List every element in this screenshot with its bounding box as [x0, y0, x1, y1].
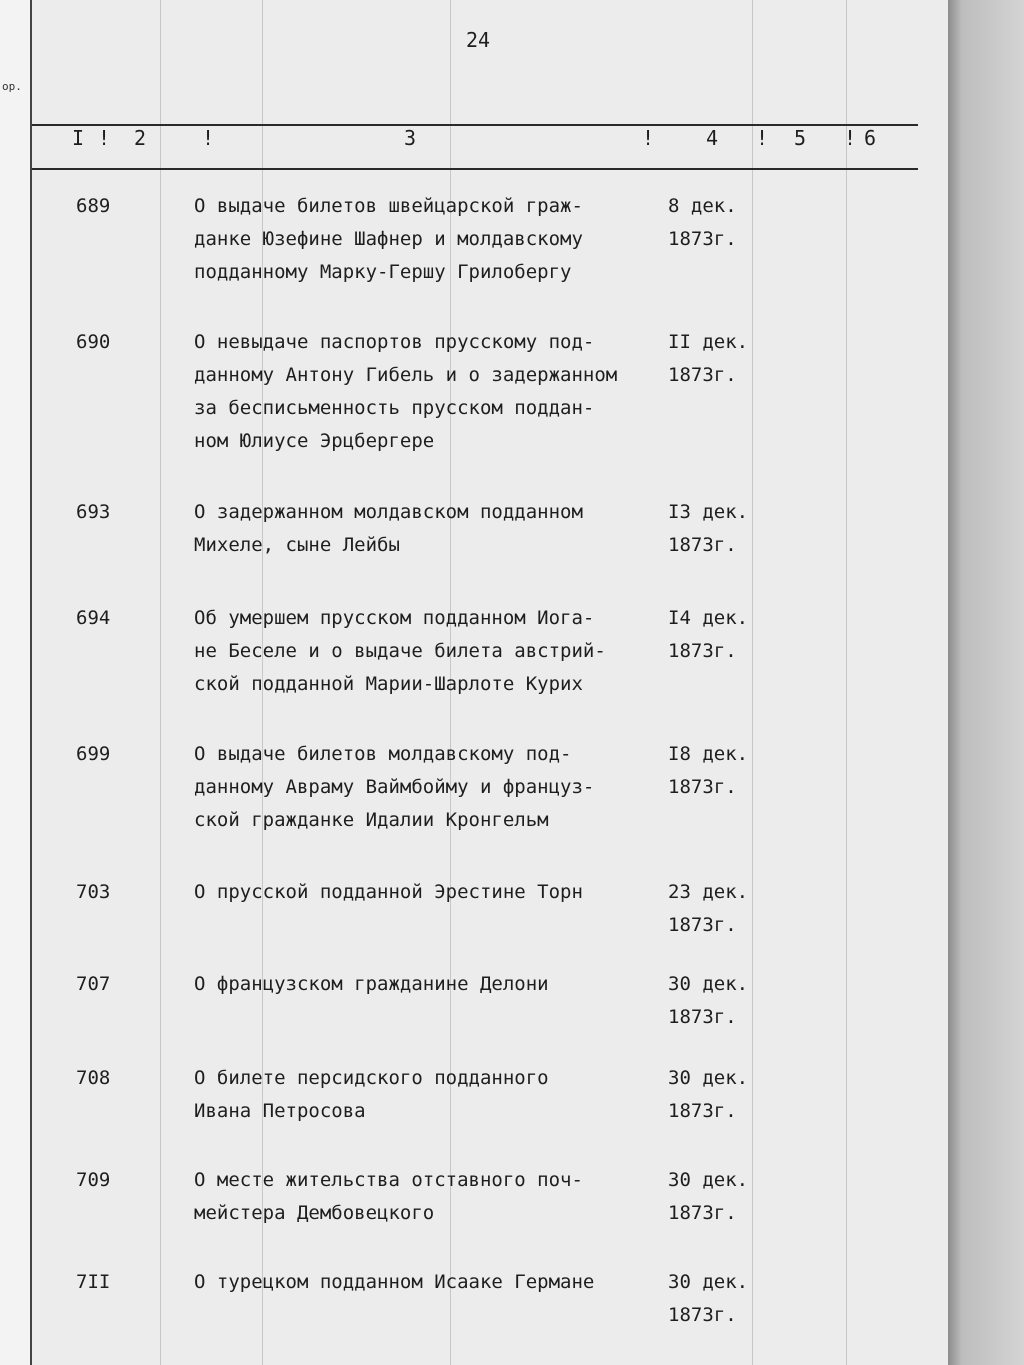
record-number: 708 — [76, 1067, 111, 1089]
header-bottom-rule — [30, 168, 918, 170]
record-number: 7II — [76, 1271, 111, 1293]
record-title — [194, 496, 674, 562]
record-date-line: 1873г. — [668, 640, 737, 662]
record-title — [194, 876, 674, 909]
record-title-line: ской подданной Марии-Шарлоте Курих — [194, 673, 583, 695]
table-header: I ! 2 ! 3 ! 4 ! 5 ! 6 — [72, 126, 879, 150]
record-date-line: 8 дек. — [668, 195, 737, 217]
record-number: 709 — [76, 1169, 111, 1191]
record-date-line: I4 дек. — [668, 607, 749, 629]
record-date-line: II дек. — [668, 331, 749, 353]
record-title — [194, 738, 674, 837]
record-date-line: 1873г. — [668, 534, 737, 556]
record-title — [194, 968, 674, 1001]
record-title — [194, 1266, 674, 1299]
record-title-line: ном Юлиусе Эрцбергере — [194, 430, 435, 452]
record-date — [668, 968, 748, 1034]
record-number: 707 — [76, 973, 111, 995]
record-date-line: 1873г. — [668, 1304, 737, 1326]
record-number: 690 — [76, 331, 111, 353]
column-rule — [160, 0, 161, 1365]
record-title-line: данке Юзефине Шафнер и молдавскому — [194, 228, 583, 250]
record-date-line: I3 дек. — [668, 501, 749, 523]
record-date — [668, 602, 748, 668]
record-title-line: О турецком подданном Исааке Германе — [194, 1271, 595, 1293]
record-number: 693 — [76, 501, 111, 523]
record-date-line: 1873г. — [668, 776, 737, 798]
record-title-line: О прусской подданной Эрестине Торн — [194, 881, 583, 903]
record-date — [668, 1164, 748, 1230]
record-title — [194, 1062, 674, 1128]
record-date-line: 30 дек. — [668, 973, 749, 995]
record-number: 689 — [76, 195, 111, 217]
header-col-2: 2 — [134, 126, 149, 150]
record-number: 703 — [76, 881, 111, 903]
record-date — [668, 496, 748, 562]
record-date-line: 1873г. — [668, 228, 737, 250]
record-date-line: 30 дек. — [668, 1271, 749, 1293]
column-rule — [752, 0, 753, 1365]
adjacent-page-edge — [0, 0, 32, 1365]
record-date — [668, 738, 748, 804]
record-title-line: данному Антону Гибель и о задержанном — [194, 364, 618, 386]
record-date-line: 1873г. — [668, 1202, 737, 1224]
record-title-line: Об умершем прусском подданном Иога- — [194, 607, 595, 629]
record-date — [668, 326, 748, 392]
record-title-line: О французском гражданине Делони — [194, 973, 549, 995]
record-date-line: I8 дек. — [668, 743, 749, 765]
document-page — [30, 0, 948, 1365]
record-title-line: О билете персидского подданного — [194, 1067, 549, 1089]
record-date-line: 1873г. — [668, 1100, 737, 1122]
record-title-line: данному Авраму Ваймбойму и француз- — [194, 776, 595, 798]
header-col-4: 4 — [706, 126, 721, 150]
record-title-line: Михеле, сыне Лейбы — [194, 534, 400, 556]
page-number: 24 — [466, 28, 491, 52]
column-rule — [846, 0, 847, 1365]
record-title-line: Ивана Петросова — [194, 1100, 366, 1122]
header-col-6: 6 — [864, 126, 879, 150]
record-title-line: О выдаче билетов молдавскому под- — [194, 743, 572, 765]
record-date-line: 1873г. — [668, 1006, 737, 1028]
record-title-line: О невыдаче паспортов прусскому под- — [194, 331, 595, 353]
record-date — [668, 876, 748, 942]
record-title-line: О месте жительства отставного поч- — [194, 1169, 583, 1191]
header-col-3: 3 — [404, 126, 419, 150]
record-title-line: ской гражданке Идалии Кронгельм — [194, 809, 549, 831]
record-date-line: 1873г. — [668, 914, 737, 936]
record-date — [668, 190, 737, 256]
record-title-line: за бесписьменность прусском поддан- — [194, 397, 595, 419]
page-shadow — [948, 0, 1024, 1365]
record-date-line: 23 дек. — [668, 881, 749, 903]
record-title-line: мейстера Дембовецкого — [194, 1202, 435, 1224]
header-col-1: I — [72, 126, 87, 150]
record-title — [194, 602, 674, 701]
record-number: 699 — [76, 743, 111, 765]
header-col-5: 5 — [794, 126, 809, 150]
record-date-line: 30 дек. — [668, 1169, 749, 1191]
margin-fragment: ор. — [2, 80, 22, 93]
record-title-line: О задержанном молдавском подданном — [194, 501, 583, 523]
record-title-line: не Беселе и о выдаче билета австрий- — [194, 640, 606, 662]
record-title-line: О выдаче билетов швейцарской граж- — [194, 195, 583, 217]
record-title-line: подданному Марку-Гершу Грилобергу — [194, 261, 572, 283]
record-date-line: 30 дек. — [668, 1067, 749, 1089]
record-number: 694 — [76, 607, 111, 629]
record-title — [194, 1164, 674, 1230]
record-title — [194, 326, 674, 458]
record-title — [194, 190, 674, 289]
record-date-line: 1873г. — [668, 364, 737, 386]
record-date — [668, 1266, 748, 1332]
record-date — [668, 1062, 748, 1128]
